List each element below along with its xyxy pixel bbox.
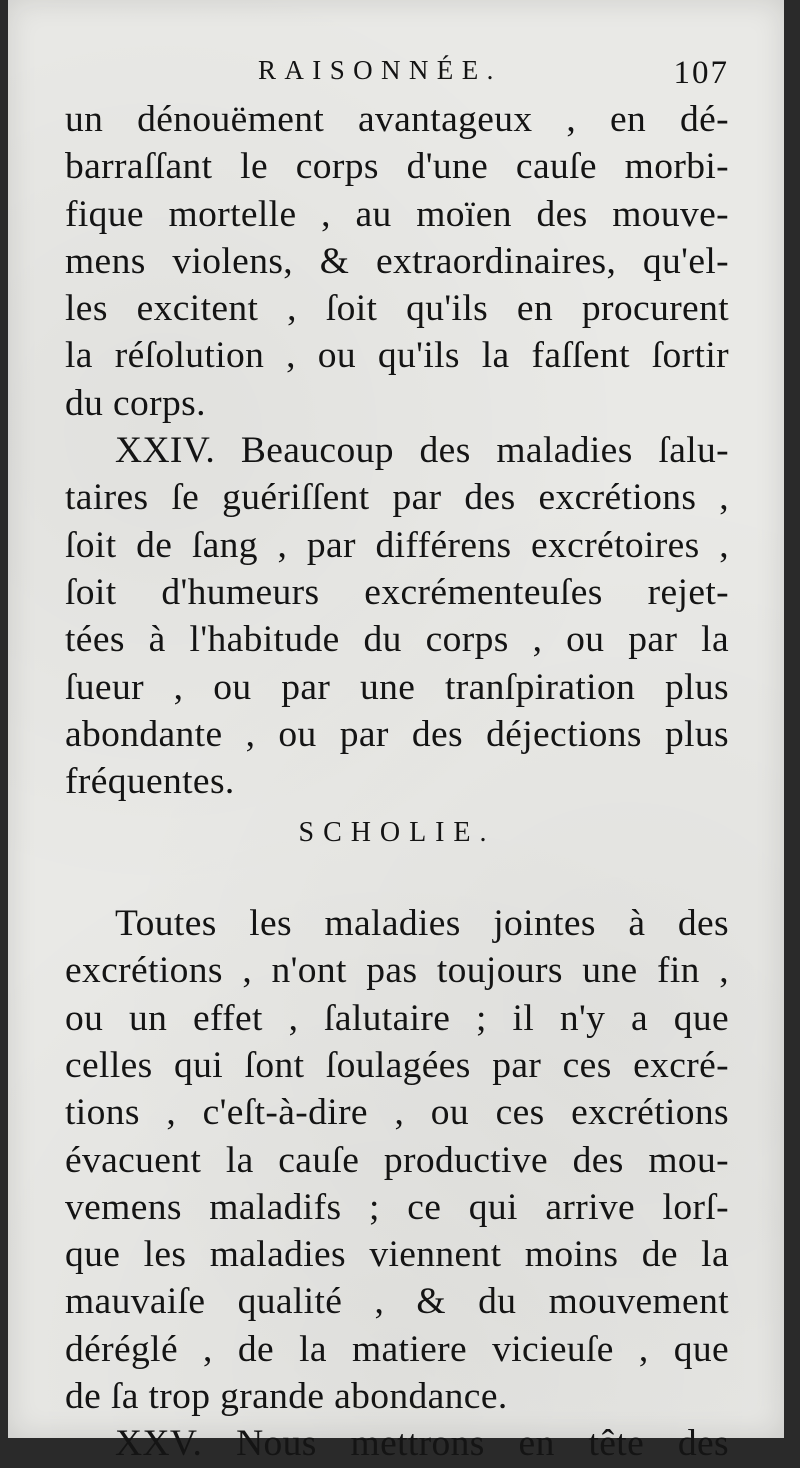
text-line: XXIV. Beaucoup des maladies ſalu- xyxy=(115,430,729,472)
text-line: les excitent , ſoit qu'ils en procurent xyxy=(65,288,729,330)
running-title: RAISONNÉE. xyxy=(258,55,502,85)
page-header xyxy=(65,55,729,99)
text-line: tions , c'eſt-à-dire , ou ces excrétions xyxy=(65,1092,729,1134)
heading-spacer xyxy=(65,853,729,900)
text-line: ſoit de ſang , par différens excrétoires , xyxy=(65,524,729,566)
page-number: 107 xyxy=(673,55,729,91)
text-line: ſoit d'humeurs excrémenteuſes rejet- xyxy=(65,571,729,613)
text-line: évacuent la cauſe productive des mou- xyxy=(65,1139,729,1181)
text-line: ou un effet , ſalutaire ; il n'y a que xyxy=(65,997,729,1039)
book-page xyxy=(8,0,784,1465)
text-line: fréquentes. xyxy=(65,761,235,803)
text-line: excrétions , n'ont pas toujours une fin , xyxy=(65,950,729,992)
text-line: un dénouëment avantageux , en dé- xyxy=(65,99,729,140)
text-line: taires ſe guériſſent par des excrétions , xyxy=(65,477,729,519)
text-line: barraſſant le corps d'une cauſe morbi- xyxy=(65,146,729,188)
paragraph-xxiv xyxy=(65,427,729,805)
text-line: mauvaiſe qualité , & du mouvement xyxy=(65,1281,729,1323)
text-line: vemens maladifs ; ce qui arrive lorſ- xyxy=(65,1186,729,1228)
text-line: Toutes les maladies jointes à des xyxy=(115,903,729,945)
text-line: celles qui ſont ſoulagées par ces excré- xyxy=(65,1044,729,1086)
text-line: de ſa trop grande abondance. xyxy=(65,1376,508,1418)
text-line: tées à l'habitude du corps , ou par la xyxy=(65,619,729,661)
text-line: la réſolution , ou qu'ils la faſſent ſortir xyxy=(65,335,729,377)
text-line: ſueur , ou par une tranſpiration plus xyxy=(65,666,729,708)
text-line: mens violens, & extraordinaires, qu'el- xyxy=(65,240,729,282)
text-line: que les maladies viennent moins de la xyxy=(65,1234,729,1276)
text-line: fique mortelle , au moïen des mouve- xyxy=(65,193,729,235)
paragraph-continuation xyxy=(65,96,729,427)
page-body xyxy=(65,96,729,1468)
text-line: abondante , ou par des déjections plus xyxy=(65,713,729,755)
text-line: XXV. Nous mettrons en tête des xyxy=(115,1423,729,1465)
paragraph-xxv xyxy=(65,1420,729,1467)
text-line: du corps. xyxy=(65,382,206,424)
text-line: déréglé , de la matiere vicieuſe , que xyxy=(65,1328,729,1370)
paragraph-scholie xyxy=(65,900,729,1420)
section-heading-scholie: SCHOLIE. xyxy=(298,817,496,849)
